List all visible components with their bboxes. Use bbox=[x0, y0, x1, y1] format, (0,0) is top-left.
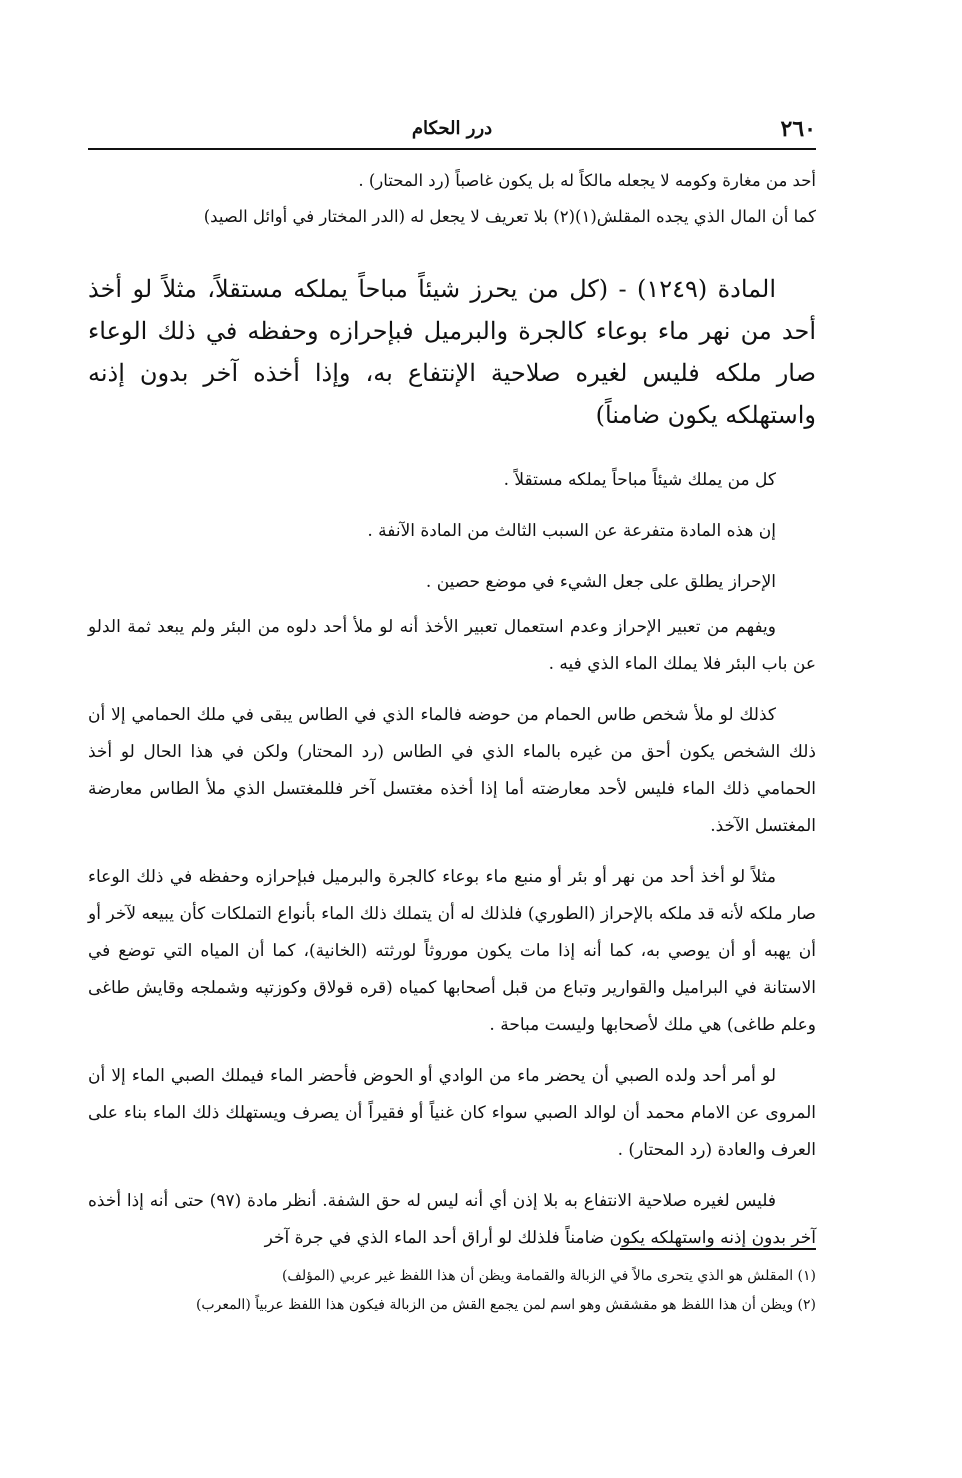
article-text: المادة (١٢٤٩) - (كل من يحرز شيئاً مباحاً يملكه مستقلاً، مثلاً لو أخذ أحد من نهر ماء بوعاء كالجرة والبرميل فبإحرازه وحفظه في ذلك الوعاء صار ملكه فليس لغيره صلاحية الإنتفاع به، وإذا أخذه آخر بدون إذنه واستهلكه يكون ضامناً) bbox=[88, 275, 816, 429]
commentary-p5: كذلك لو ملأ شخص طاس الحمام من حوضه فالماء الذي في الطاس يبقى في ملك الحمامي إلا أن ذلك الشخص يكون أحق من غيره بالماء الذي في الطاس (رد المحتار) ولكن في هذا الحال لو أخذ الحمامي ذلك الماء فليس لأحد معارضته أما إذا أخذه مغتسل آخر فللمغتسل الذي ملأ الطاس معارضة المغتسل الآخذ. bbox=[88, 705, 816, 836]
footnote-1: (١) المقلش هو الذي يتحرى مالاً في الزبالة والقمامة ويظن أن هذا اللفظ غير عربي (المؤلف) bbox=[281, 1268, 816, 1284]
commentary-p2: إن هذه المادة متفرعة عن السبب الثالث من المادة الآنفة . bbox=[367, 521, 776, 541]
footnote-divider bbox=[620, 1248, 816, 1250]
commentary-p4: ويفهم من تعبير الإحراز وعدم استعمال تعبير الأخذ أنه لو ملأ أحد دلوه من البئر ولم يبعد ثمة الدلو عن باب البئر فلا يملك الماء الذي فيه . bbox=[88, 617, 816, 674]
commentary-p6: مثلاً لو أخذ أحد من نهر أو بئر أو منبع ماء بوعاء كالجرة والبرميل فبإحرازه وحفظه في ذلك الوعاء صار ملكه لأنه قد ملكه بالإحراز (الطوري) فلذلك له أن يتملك ذلك الماء بأنواع التملكات كأن يبيعه لآخر أو أن يهبه أو أن يوصي به، كما أنه إذا مات يكون موروثاً لورثته (الخانية)، كما أن المياه التي توضع في الاستانة في البراميل والقوارير وتباع من قبل أصحابها كمياه (قره قولاق وكوزتپه وشملجه وقايش طاغى وعلم طاغى) هي ملك لأصحابها وليست مباحة . bbox=[88, 867, 816, 1035]
commentary-p1: كل من يملك شيئاً مباحاً يملكه مستقلاً . bbox=[503, 470, 776, 490]
article-block bbox=[88, 268, 816, 436]
footnotes bbox=[88, 1262, 816, 1320]
footnote-2: (٢) ويظن أن هذا اللفظ هو مقشقش وهو اسم لمن يجمع القش من الزبالة فيكون هذا اللفظ عربياً (المعرب) bbox=[195, 1297, 816, 1313]
commentary-block bbox=[88, 462, 816, 1257]
page-number: ٢٦٠ bbox=[780, 116, 816, 142]
running-title: درر الحكام bbox=[411, 118, 493, 139]
intro-block bbox=[88, 166, 816, 232]
commentary-p8: فليس لغيره صلاحية الانتفاع به بلا إذن أي أنه ليس له حق الشفة. أنظر مادة (٩٧) حتى أنه إذا أخذه آخر بدون إذنه واستهلكه يكون ضامناً فلذلك لو أراق أحد الماء الذي في جرة آخر bbox=[88, 1191, 816, 1248]
intro-line-1: أحد من مغارة وكومه لا يجعله مالكاً له بل يكون غاصباً (رد المحتار) . bbox=[358, 171, 816, 190]
commentary-p3: الإحراز يطلق على جعل الشيء في موضع حصين . bbox=[425, 572, 776, 592]
commentary-p7: لو أمر أحد ولده الصبي أن يحضر ماء من الوادي أو الحوض فأحضر الماء فيملك الصبي الماء إلا أن المروى عن الامام محمد أن لوالد الصبي سواء كان غنياً أو فقيراً أن يصرف ويستهلك ذلك الماء بناء على العرف والعادة (رد المحتار) . bbox=[88, 1066, 816, 1160]
intro-line-2: كما أن المال الذي يجده المقلش(١)(٢) بلا تعريف لا يجعل له (الدر المختار في أوائل الصيد) bbox=[203, 207, 816, 226]
page-header bbox=[88, 110, 816, 150]
